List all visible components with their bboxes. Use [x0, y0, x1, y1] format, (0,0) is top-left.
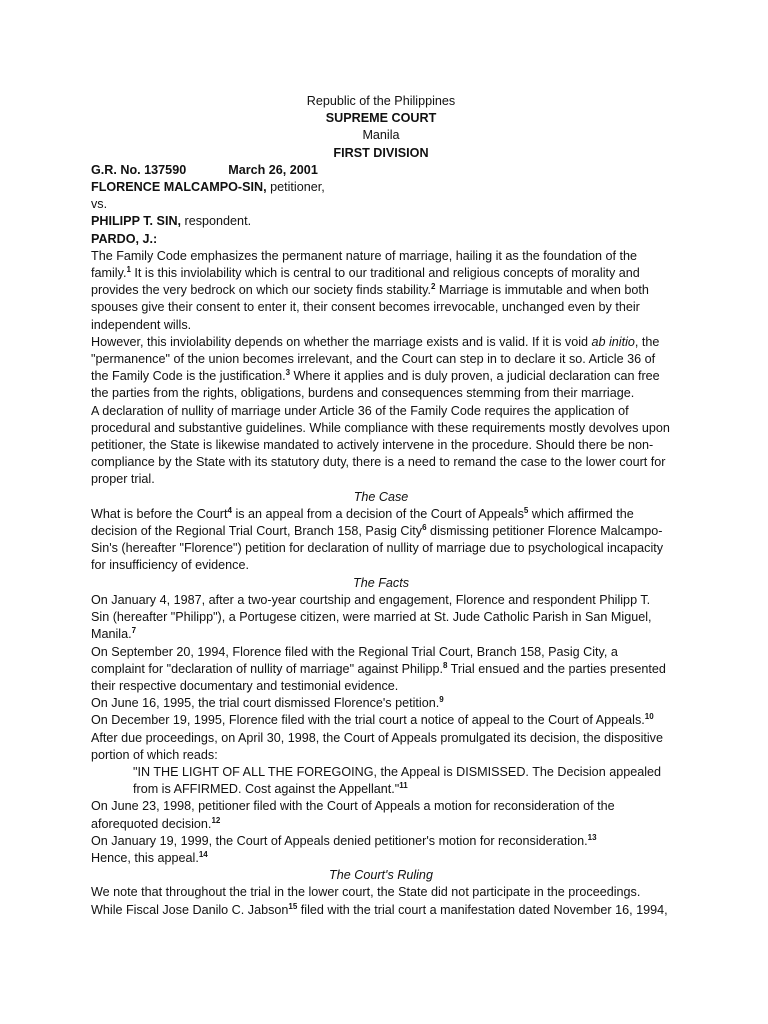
- footnote-marker[interactable]: 8: [442, 660, 448, 670]
- paragraph-text: On June 23, 1998, petitioner filed with the Court of Appeals a motion for reconsideration of the aforequoted decision.: [91, 799, 615, 831]
- paragraph: [91, 592, 671, 644]
- quote-text: "IN THE LIGHT OF ALL THE FOREGOING, the Appeal is DISMISSED. The Decision appealed from is AFFIRMED. Cost against the Appellant.": [133, 764, 662, 797]
- paragraph-text: On September 20, 1994, Florence filed with the Regional Trial Court, Branch 158, Pasig City, a complaint for "declaration of nullity of marriage" against Philipp.: [91, 644, 618, 676]
- ponente: PARDO, J.:: [91, 231, 158, 246]
- paragraph-text: The Family Code emphasizes the permanent nature of marriage, hailing it as the foundation of the family.: [91, 248, 638, 281]
- petitioner-line: [91, 179, 671, 196]
- respondent-line: [91, 213, 671, 230]
- paragraph: [91, 506, 671, 575]
- paragraph-text: dismissing petitioner Florence Malcampo-Sin's (hereafter "Florence") petition for declaration of nullity of marriage due to psychological incapacity for insufficiency of evidence.: [91, 524, 664, 573]
- footnote-marker[interactable]: 13: [587, 832, 597, 842]
- paragraph-text: On January 19, 1999, the Court of Appeals denied petitioner's motion for reconsideration.: [91, 833, 588, 848]
- paragraph-text: On January 4, 1987, after a two-year courtship and engagement, Florence and respondent Philipp T. Sin (hereafter "Philipp"), a Portugese citizen, were married at St. Jude Catholic Parish in San Miguel, Manila.: [91, 592, 652, 642]
- paragraph: [91, 902, 671, 919]
- paragraph: We note that throughout the trial in the lower court, the State did not participate in the proceedings.: [91, 885, 641, 900]
- footnote-marker[interactable]: 6: [422, 522, 427, 532]
- paragraph-text: What is before the Court: [91, 506, 228, 521]
- paragraph: [91, 850, 671, 867]
- paragraph: [91, 248, 671, 334]
- versus-line: vs.: [91, 197, 108, 212]
- paragraph-text: , the "permanence" of the union becomes irrelevant, and the Court can step in to declare it so. Article 36 of the Family Code is the justification.: [91, 334, 660, 384]
- paragraph: [91, 712, 671, 729]
- paragraph: [91, 833, 671, 850]
- section-heading-facts: The Facts: [353, 575, 409, 590]
- paragraph-text: Trial ensued and the parties presented their respective documentary and testimonial evidence.: [91, 661, 666, 693]
- footnote-marker[interactable]: 11: [399, 780, 408, 790]
- footnote-marker[interactable]: 4: [227, 505, 232, 515]
- section-heading-case: The Case: [353, 489, 409, 504]
- republic-line: Republic of the Philippines: [306, 94, 456, 108]
- paragraph-text: It is this inviolability which is central to our traditional and religious concepts of morality and provides the very bedrock on which our society finds stability.: [91, 266, 640, 298]
- footnote-marker[interactable]: 9: [439, 694, 444, 704]
- document-body: [91, 93, 671, 919]
- paragraph-text: While Fiscal Jose Danilo C. Jabson: [91, 902, 289, 917]
- paragraph-text: However, this inviolability depends on whether the marriage exists and is valid. If it is void: [91, 334, 592, 349]
- paragraph: After due proceedings, on April 30, 1998, the Court of Appeals promulgated its decision, the dispositive portion of which reads:: [91, 730, 663, 762]
- footnote-marker[interactable]: 5: [523, 505, 529, 515]
- block-quote: [91, 764, 671, 798]
- court-division: FIRST DIVISION: [333, 145, 429, 160]
- paragraph-text: filed with the trial court a manifestation dated November 16, 1994,: [297, 902, 668, 917]
- latin-term: ab initio: [591, 334, 635, 349]
- section-heading-ruling: The Court's Ruling: [329, 868, 433, 883]
- paragraph: [91, 334, 671, 403]
- paragraph: [91, 798, 671, 832]
- footnote-marker[interactable]: 2: [430, 282, 436, 292]
- paragraph-text: Marriage is immutable and when both spouses give their consent to enter it, their consent becomes irrevocable, unchanged even by their independent wills.: [91, 283, 649, 332]
- paragraph-text: On June 16, 1995, the trial court dismissed Florence's petition.: [91, 696, 440, 711]
- petitioner-role: petitioner,: [266, 180, 325, 195]
- decision-date: March 26, 2001: [228, 162, 318, 177]
- gr-number: G.R. No. 137590: [91, 162, 187, 177]
- paragraph-text: Where it applies and is duly proven, a judicial declaration can free the parties from the rights, obligations, burdens and consequences stemming from their marriage.: [91, 369, 660, 401]
- paragraph-text: which affirmed the decision of the Regional Trial Court, Branch 158, Pasig City: [91, 506, 634, 539]
- case-number-line: [91, 162, 671, 179]
- footnote-marker[interactable]: 15: [288, 901, 298, 911]
- respondent-role: respondent.: [181, 214, 252, 229]
- court-name: SUPREME COURT: [325, 111, 437, 126]
- court-city: Manila: [362, 128, 400, 143]
- footnote-marker[interactable]: 12: [211, 815, 221, 825]
- respondent-name: PHILIPP T. SIN,: [91, 214, 182, 229]
- footnote-marker[interactable]: 1: [126, 264, 131, 274]
- paragraph: [91, 644, 671, 696]
- paragraph-text: is an appeal from a decision of the Court of Appeals: [231, 506, 524, 521]
- petitioner-name: FLORENCE MALCAMPO-SIN,: [91, 180, 267, 195]
- paragraph: A declaration of nullity of marriage under Article 36 of the Family Code requires the application of procedural and substantive guidelines. While compliance with these requirements mostly devolves upon petitioner, the State is likewise mandated to actively intervene in the procedure. Should there be non-compliance by the State with its statutory duty, there is a need to remand the case to the lower court for proper trial.: [91, 403, 670, 487]
- footnote-marker[interactable]: 14: [198, 849, 208, 859]
- paragraph-text: On December 19, 1995, Florence filed with the trial court a notice of appeal to the Court of Appeals.: [91, 713, 645, 728]
- footnote-marker[interactable]: 3: [285, 368, 291, 378]
- paragraph: [91, 695, 671, 712]
- footnote-marker[interactable]: 10: [644, 712, 654, 722]
- court-header: [91, 93, 671, 162]
- footnote-marker[interactable]: 7: [131, 626, 137, 636]
- paragraph-text: Hence, this appeal.: [91, 850, 199, 865]
